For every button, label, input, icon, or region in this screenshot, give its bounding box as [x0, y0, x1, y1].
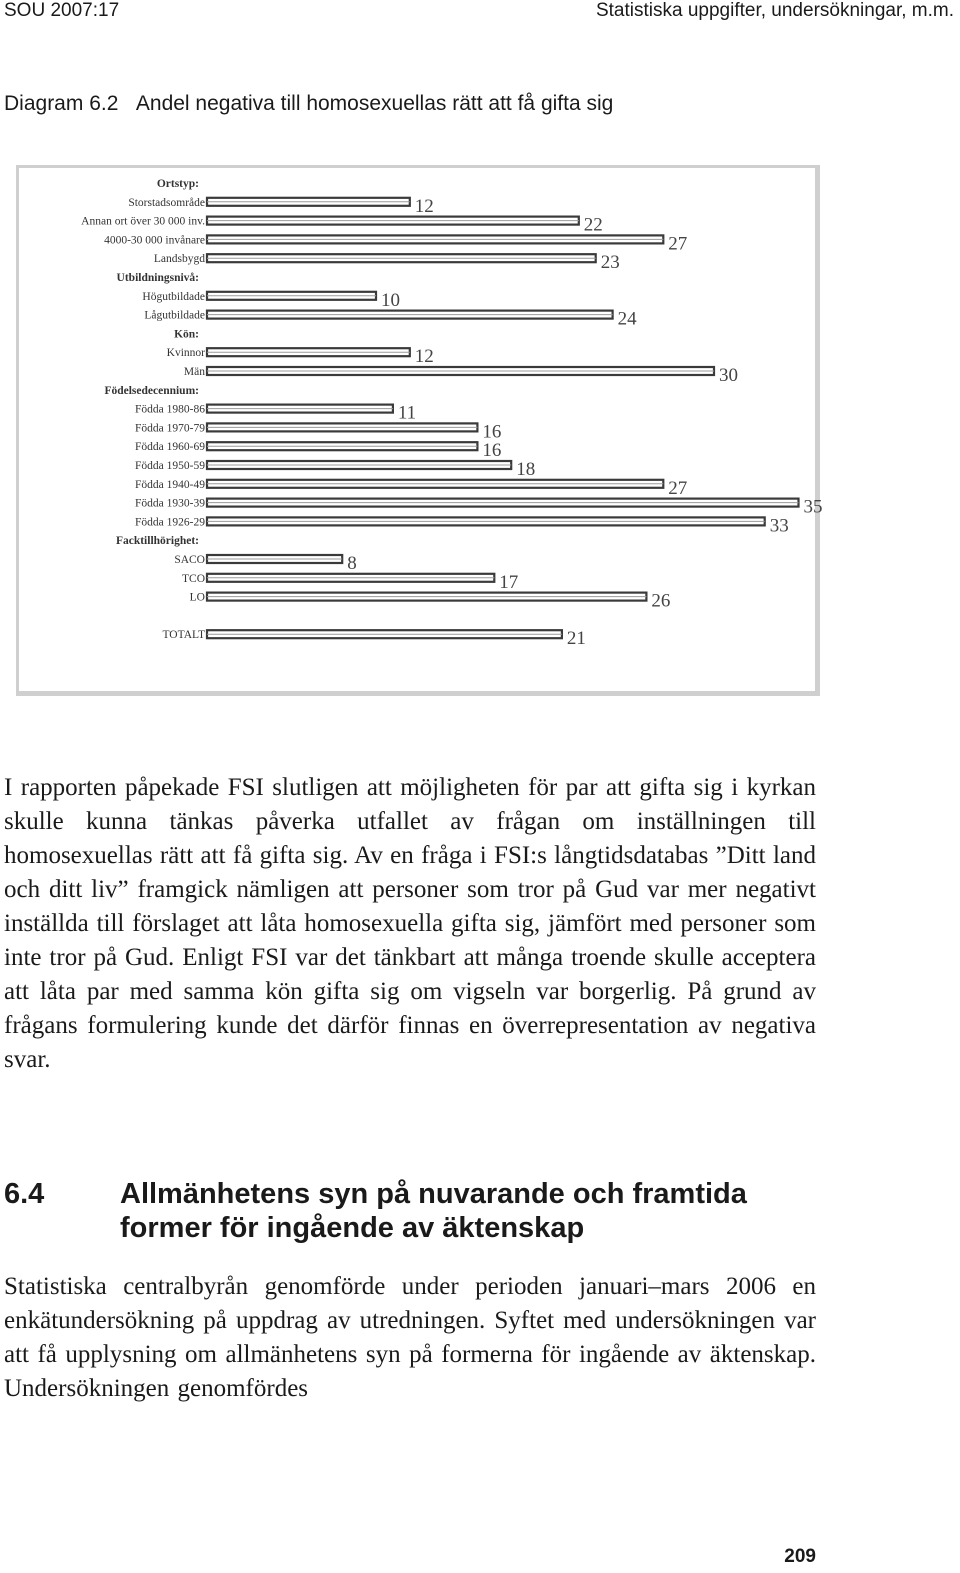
running-header-right: Statistiska uppgifter, undersökningar, m.m. — [595, 0, 954, 21]
chart-value-label: 35 — [803, 496, 823, 518]
chart-group-heading: Utbildningsnivå: — [116, 272, 199, 284]
page-number: 209 — [784, 1546, 816, 1567]
bar-chart-svg — [19, 168, 823, 691]
chart-group-heading: Kön: — [174, 328, 199, 341]
chart-row-label: TCO — [182, 572, 205, 585]
bar-chart — [16, 165, 823, 696]
chart-group-heading: Facktillhörighet: — [115, 535, 199, 548]
chart-value-label: 17 — [499, 571, 519, 593]
chart-value-label: 16 — [482, 440, 502, 462]
chart-value-label: 30 — [719, 365, 738, 386]
section-number: 6.4 — [4, 1178, 45, 1210]
chart-row-label: Män — [183, 366, 205, 378]
chart-row-label: Födda 1950-59 — [135, 460, 205, 472]
chart-value-label: 11 — [397, 402, 417, 424]
chart-row-label: Födda 1970-79 — [135, 422, 205, 435]
chart-value-label: 18 — [516, 459, 536, 480]
chart-group-heading: Ortstyp: — [156, 178, 199, 190]
chart-value-label: 27 — [668, 233, 688, 255]
chart-row-label: Födda 1930-39 — [135, 497, 205, 510]
chart-value-label: 23 — [600, 252, 620, 274]
body-paragraph-2: Statistiska centralbyrån genomförde under perioden januari–mars 2006 en enkätundersökning på uppdrag av utredningen. Syftet med undersökningen var att få upplysning om allmänhetens syn på formerna för ingående av äktenskap. Undersökningen genomfördes — [4, 1273, 816, 1402]
chart-value-label: 24 — [617, 308, 637, 330]
chart-value-label: 8 — [347, 553, 357, 574]
chart-row-label: Lågutbildade — [144, 309, 205, 322]
body-paragraph-1: I rapporten påpekade FSI slutligen att möjligheten för par att gifta sig i kyrkan skulle kunna tänkas påverka utfallet av frågan om inställningen till homosexuellas rätt att få gifta sig. Av en fråga i FSI:s långtidsdatabas ”Ditt land och ditt liv” framgick nämligen att personer som tror på Gud var mer negativt inställda till förslaget att låta homosexuella gifta sig, jämfört med personer som inte tror på Gud. Enligt FSI var det tänkbart att många troende skulle acceptera att låta par med samma kön gifta sig om vigseln var borgerlig. På grund av frågans formulering kunde det därför finnas en överrepresentation av negativa svar. — [4, 774, 816, 1073]
diagram-caption: Diagram 6.2 Andel negativa till homosexuellas rätt att få gifta sig — [4, 92, 614, 115]
chart-value-label: 21 — [566, 628, 586, 650]
chart-row-label: Annan ort över 30 000 inv. — [81, 215, 205, 228]
chart-group-heading: Födelsedecennium: — [104, 384, 199, 397]
chart-value-label: 16 — [482, 421, 502, 443]
chart-value-label: 27 — [668, 477, 688, 499]
chart-row-label: Födda 1926-29 — [135, 516, 205, 529]
chart-row-label: Födda 1980-86 — [135, 403, 205, 416]
chart-row-label: Födda 1940-49 — [135, 478, 205, 491]
chart-value-label: 12 — [414, 346, 434, 368]
chart-value-label: 33 — [769, 515, 789, 537]
chart-value-label: 12 — [414, 195, 434, 217]
chart-row-label: LO — [189, 591, 205, 604]
chart-value-label: 26 — [651, 590, 671, 612]
chart-row-label: Storstadsområde — [128, 196, 205, 209]
chart-row-label: 4000-30 000 invånare — [104, 234, 205, 247]
chart-value-label: 22 — [583, 214, 603, 236]
chart-row-label: Landsbygd — [153, 253, 205, 266]
chart-value-label: 10 — [381, 289, 400, 311]
chart-row-label: Födda 1960-69 — [135, 441, 205, 454]
chart-row-label: SACO — [174, 554, 205, 566]
chart-row-label: Kvinnor — [166, 347, 205, 360]
section-title: Allmänhetens syn på nuvarande och framtida former för ingående av äktenskap — [120, 1178, 747, 1244]
chart-row-label: Högutbildade — [142, 290, 205, 303]
running-header-left: SOU 2007:17 — [4, 0, 120, 21]
chart-row-label: TOTALT — [162, 629, 205, 642]
